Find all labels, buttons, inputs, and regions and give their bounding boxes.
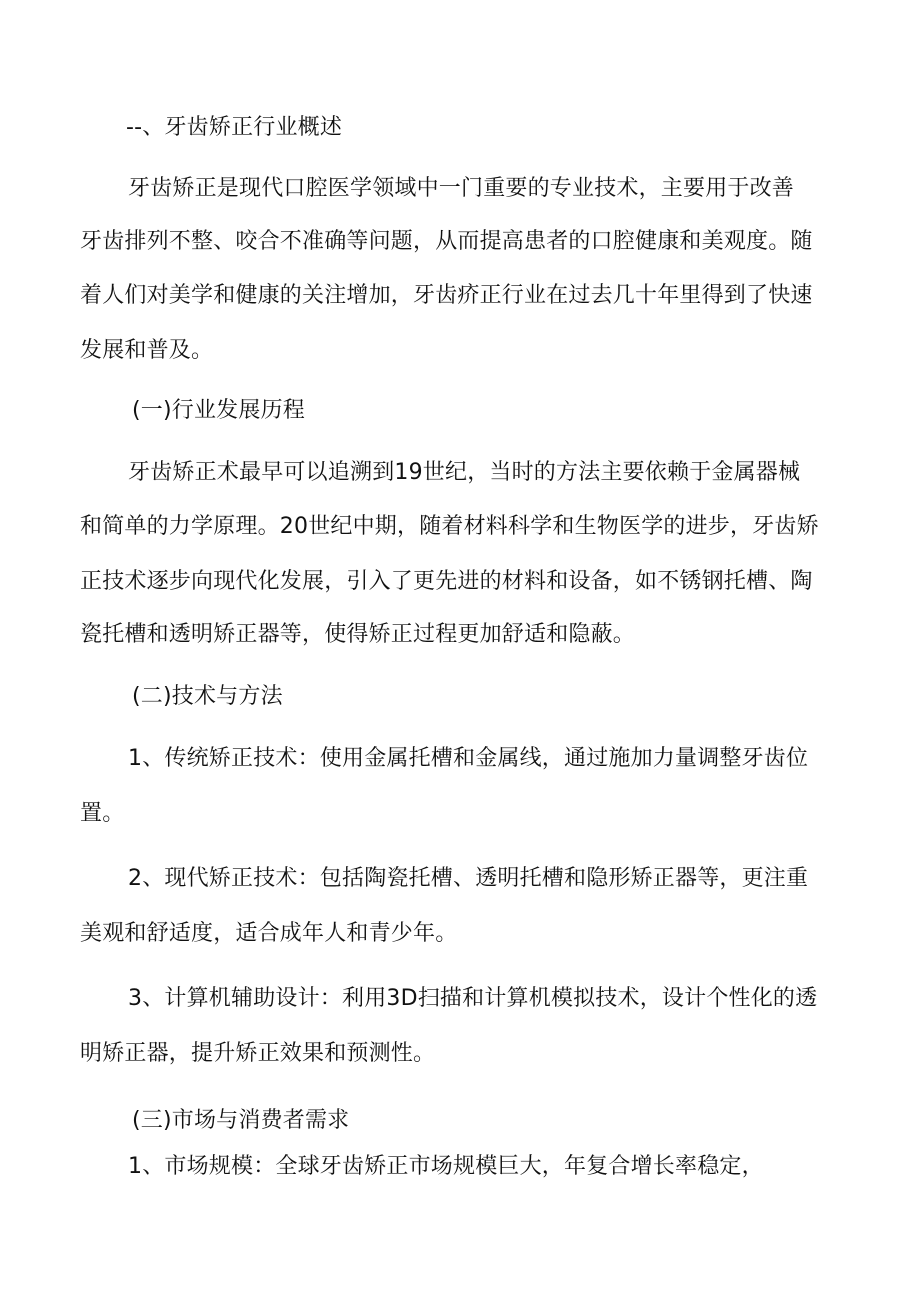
section2-item2-line-2: 美观和舒适度，适合成年人和青少年。 [80,921,458,946]
section1-line-3: 正技术逐步向现代化发展，引入了更先进的材料和设备，如不锈钢托槽、陶 [80,569,813,594]
section2-item3-line-2: 明矫正器，提升矫正效果和预测性。 [80,1041,436,1066]
section1-title: (一)行业发展历程 [132,398,305,423]
section1-line-4: 瓷托槽和透明矫正器等，使得矫正过程更加舒适和隐蔽。 [80,622,636,647]
section2-item3-line-1: 3、计算机辅助设计：利用3D扫描和计算机模拟技术，设计个性化的透 [128,986,818,1011]
intro-line-3: 着人们对美学和健康的关注增加，牙齿疥正行业在过去几十年里得到了快速 [80,283,813,308]
section2-item1-line-2: 置。 [80,801,125,826]
section1-line-2: 和简单的力学原理。20世纪中期，随着材料科学和生物医学的进步，牙齿矫 [80,514,819,539]
section2-item2-line-1: 2、现代矫正技术：包括陶瓷托槽、透明托槽和隐形矫正器等，更注重 [128,866,809,891]
intro-line-2: 牙齿排列不整、咬合不准确等问题，从而提高患者的口腔健康和美观度。随 [80,229,813,254]
section1-line-1: 牙齿矫正术最早可以追溯到19世纪，当时的方法主要依赖于金属器械 [128,460,801,485]
section-heading: --、牙齿矫正行业概述 [126,115,343,140]
intro-line-1: 牙齿矫正是现代口腔医学领域中一门重要的专业技术，主要用于改善 [128,176,795,201]
section3-item1-line-1: 1、市场规模：全球牙齿矫正市场规模巨大，年复合增长率稳定， [128,1154,764,1179]
section2-title: (二)技术与方法 [132,684,283,709]
section2-item1-line-1: 1、传统矫正技术：使用金属托槽和金属线，通过施加力量调整牙齿位 [128,746,809,771]
intro-line-4: 发展和普及。 [80,338,214,363]
section3-title: (三)市场与消费者需求 [132,1108,350,1133]
